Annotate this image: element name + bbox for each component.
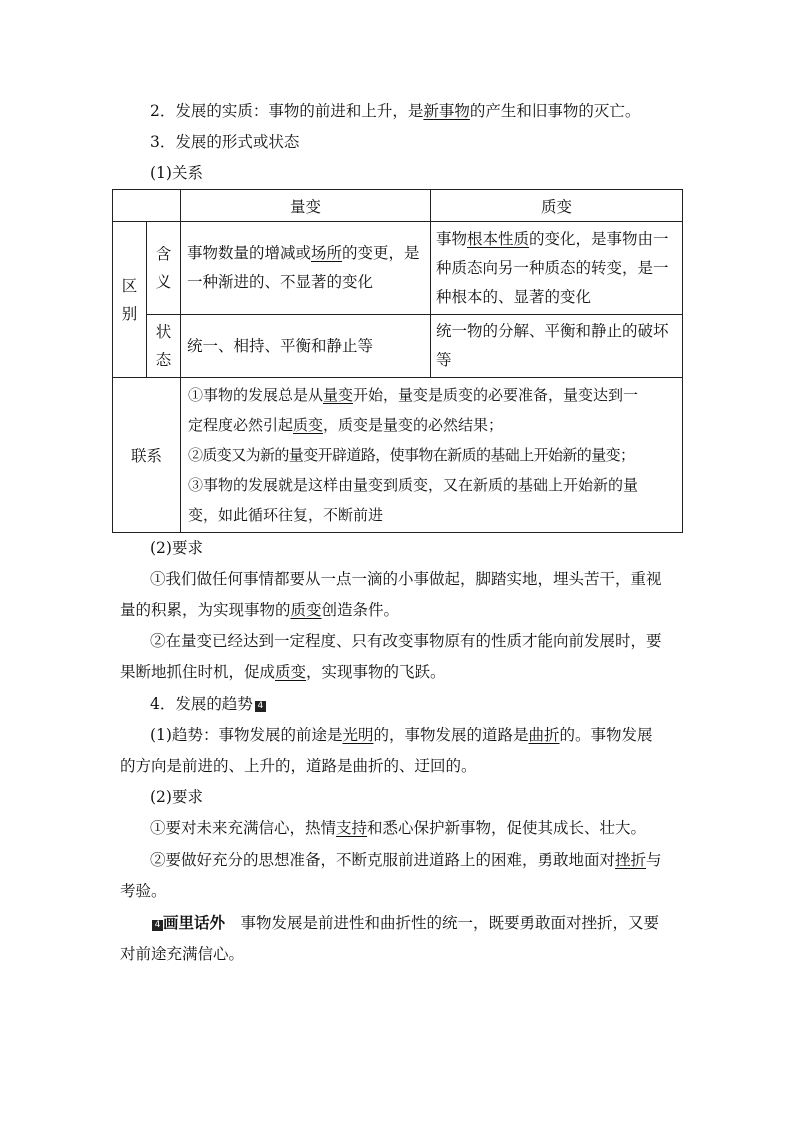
text: ，实现事物的飞跃。 — [306, 663, 446, 681]
text: 事物的前进和上升，是 — [268, 102, 424, 120]
underlined-answer: 曲折 — [528, 726, 560, 744]
subheading-relation: (1)关系 — [150, 164, 203, 182]
text: 与 — [646, 851, 662, 869]
header-quantitative: 量变 — [181, 190, 431, 222]
label-char: 义 — [155, 273, 172, 291]
text: 的变更，是 — [342, 244, 420, 262]
text: 的。事物发展 — [559, 726, 653, 744]
cell-link-content — [181, 378, 683, 533]
text: (1)趋势：事物发展的前途是 — [150, 726, 343, 744]
text: 事物发展是前进性和曲折性的统一，既要勇敢面对挫折，又要 — [225, 914, 660, 932]
text: 事物数量的增减或 — [187, 244, 312, 262]
header-qualitative: 质变 — [431, 190, 683, 222]
text: ，质变是量变的必然结果； — [323, 416, 504, 434]
text: 种质态向另一种质态的转变，是一 — [436, 258, 669, 277]
text: 和悉心保护新事物，促使其成长、壮大。 — [367, 819, 647, 837]
section-4-heading — [150, 692, 266, 714]
cell-qual-meaning — [431, 222, 683, 315]
text: 统一物的分解、平衡和静止的破坏 — [436, 322, 669, 340]
underlined-answer: 场所 — [311, 244, 343, 262]
text: 等 — [436, 351, 452, 369]
text: 的产生和旧事物的灭亡。 — [469, 102, 641, 120]
trend-line-1 — [150, 723, 653, 745]
table-corner-cell — [113, 190, 181, 222]
row-label-meaning — [147, 222, 181, 315]
req-4-2-line-1 — [150, 848, 662, 870]
text: 果断地抓住时机，促成 — [120, 663, 276, 681]
aside-line-1 — [150, 911, 659, 933]
text: 事物 — [436, 229, 468, 248]
text: 的，事物发展的道路是 — [373, 726, 529, 744]
aside-line-2: 对前途充满信心。 — [120, 945, 245, 963]
text: 的变化，是事物由一 — [529, 229, 669, 248]
subheading-requirements: (2)要求 — [150, 539, 203, 557]
camera-marker-icon: 4 — [255, 701, 266, 712]
row-label-state — [147, 315, 181, 378]
row-label-link: 联系 — [113, 378, 181, 533]
label-char: 状 — [155, 323, 172, 341]
label-char: 态 — [155, 351, 172, 369]
req-4-2-line-2: 考验。 — [120, 882, 167, 900]
requirement-2-line-1: ②在量变已经达到一定程度、只有改变事物原有的性质才能向前发展时，要 — [150, 632, 662, 650]
underlined-answer: 根本性质 — [467, 229, 530, 248]
section-3-heading: 3．发展的形式或状态 — [150, 133, 300, 151]
underlined-answer: 质变 — [293, 416, 324, 434]
text: ②质变又为新的量变开辟道路，使事物在新质的基础上开始新的量变； — [188, 446, 635, 464]
underlined-answer: 光明 — [342, 726, 374, 744]
section-2-line — [150, 99, 640, 121]
section-label: 发展的实质： — [175, 102, 269, 120]
text: 统一、相持、平衡和静止等 — [187, 336, 374, 355]
label-char: 区 — [121, 276, 138, 295]
underlined-answer: 新事物 — [423, 102, 470, 120]
text: 变，如此循环往复，不断前进 — [188, 506, 384, 524]
requirement-2-line-2 — [120, 660, 446, 682]
text: 开始，量变是质变的必要准备，量变达到一 — [353, 386, 639, 404]
cell-qual-state — [431, 315, 683, 378]
text: 种根本的、显著的变化 — [436, 287, 592, 306]
text: 量的积累，为实现事物的 — [120, 601, 291, 619]
underlined-answer: 质变 — [290, 601, 322, 619]
text: ③事物的发展就是这样由量变到质变，又在新质的基础上开始新的量 — [188, 476, 639, 494]
camera-marker-icon: 4 — [152, 920, 163, 931]
underlined-answer: 量变 — [323, 386, 354, 404]
requirement-1-line-1: ①我们做任何事情都要从一点一滴的小事做起，脚踏实地，埋头苦干，重视 — [150, 570, 662, 588]
text: 创造条件。 — [321, 601, 400, 619]
label-char: 含 — [155, 245, 172, 263]
text: ①事物的发展总是从 — [188, 386, 324, 404]
row-group-difference — [113, 222, 147, 378]
subheading-requirements-2: (2)要求 — [150, 788, 203, 806]
underlined-answer: 挫折 — [615, 851, 647, 869]
text: ②要做好充分的思想准备，不断克服前进道路上的困难，勇敢地面对 — [150, 851, 616, 869]
section-number: 2． — [150, 102, 176, 120]
text: 一种渐进的、不显著的变化 — [187, 273, 374, 291]
label-char: 别 — [121, 304, 138, 323]
requirement-1-line-2 — [120, 598, 399, 620]
quantity-quality-table — [112, 189, 683, 533]
cell-quant-state — [181, 315, 431, 378]
req-4-1 — [150, 816, 646, 838]
underlined-answer: 支持 — [336, 819, 368, 837]
underlined-answer: 质变 — [275, 663, 307, 681]
trend-line-2: 的方向是前进的、上升的，道路是曲折的、迂回的。 — [120, 757, 477, 775]
text: 定程度必然引起 — [188, 416, 294, 434]
aside-label: 画里话外 — [163, 913, 226, 932]
text: ①要对未来充满信心，热情 — [150, 819, 337, 837]
cell-quant-meaning — [181, 222, 431, 315]
heading-text: 4．发展的趋势 — [150, 695, 253, 713]
